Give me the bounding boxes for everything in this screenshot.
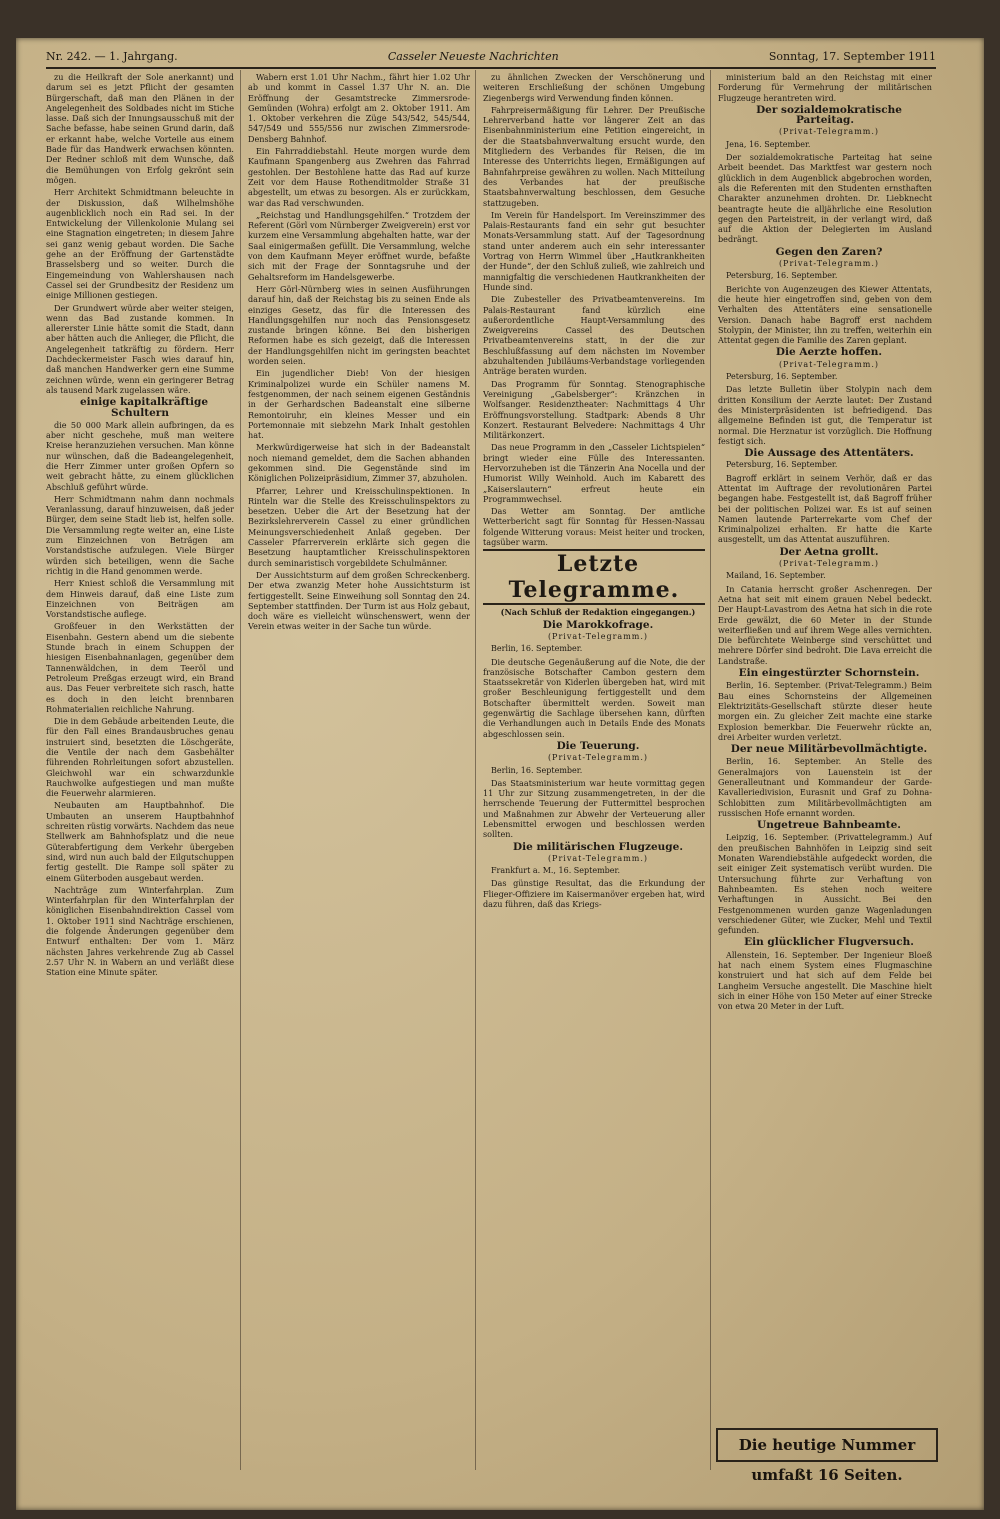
telegram-text: Die deutsche Gegenäußerung auf die Note, die der französische Botschafter Cambon gestern dem Staatssekretär von Kiderlen übergeben hat, wird mit großer Beschleunigung fertiggestellt und dem Botschafter übermittelt werden. Soweit man gegenwärtig die Sachlage übersehen kann, dürften die Verhandlungen auch in Details Ende des Monats abgeschlossen sein.: [483, 656, 705, 739]
article-paragraph: Das Wetter am Sonntag. Der amtliche Wetterbericht sagt für Sonntag für Hessen-Nassau folgende Witterung voraus: Meist heiter und trocken, tagsüber warm.: [483, 506, 705, 548]
article-paragraph: Das Programm für Sonntag. Stenographische Vereinigung „Gabelsberger“: Kränzchen in Wolfsanger. Residenztheater: Nachmittags 4 Uhr Eröffnungsvorstellung. Stadtpark: Abends 8 Uhr Konzert. Restaurant Belvedere: Nachmittags 4 Uhr Militärkonzert.: [483, 378, 705, 441]
article-paragraph: Pfarrer, Lehrer und Kreisschulinspektionen. In Rinteln war die Stelle des Kreisschulinspektors zu besetzen. Ueber die Art der Besetzung hat der Bezirkslehrerverein Cassel zu einer gründlichen Meinungsverschiedenheit Anlaß gegeben. Der Casseler Pfarrerverein erklärte sich gegen die Besetzung hauptamtlicher Kreisschulinspektoren durch seminaristisch vorgebildete Schulmänner.: [248, 485, 470, 568]
telegram-dateline: Frankfurt a. M., 16. September.: [491, 866, 620, 876]
telegram-text: Das letzte Bulletin über Stolypin nach dem dritten Konsilium der Aerzte lautet: Der Zustand des Ministerpräsidenten ist befriedigend. Das allgemeine Befinden ist gut, die Temperatur ist normal. Die Herznatur ist vorzüglich. Die Hoffnung festigt sich.: [718, 384, 932, 446]
telegram-dateline: Jena, 16. September.: [726, 139, 811, 149]
article-paragraph: Die in dem Gebäude arbeitenden Leute, die für den Fall eines Brandausbruches genau instruiert sind, besetzten die Löschgeräte, die Ventile der nach dem Gasbehälter führenden Rohrleitungen sofort abzustellen. Gleichwohl war ein schwarzdunkle Rauchwolke aufgestiegen und man mußte die Feuerwehr alarmieren.: [46, 716, 234, 799]
telegram-heading: Ungetreue Bahnbeamte.: [757, 819, 901, 832]
telegram-text: Allenstein, 16. September. Der Ingenieur Bloeß hat nach einem System eines Flugmaschine konstruiert und hat sich auf dem Felde bei Langheim Versuche angestellt. Die Maschine hielt sich in einer Höhe von 150 Meter auf einer Strecke von etwa 20 Meter in der Luft.: [718, 949, 932, 1012]
telegram-dateline: Petersburg, 16. September.: [726, 460, 838, 470]
column-rule: [710, 70, 711, 1470]
telegram-heading: Die Aussage des Attentäters.: [744, 447, 914, 460]
telegram-source: (Privat-Telegramm.): [778, 259, 880, 269]
article-paragraph: „Reichstag und Handlungsgehilfen.“ Trotzdem der Referent (Görl vom Nürnberger Zweigverein) erst vor kurzem eine Versammlung abgehalten hatte, war der Saal einigermaßen gefüllt. Die Versammlung, welche von dem Kaufmann Meyer eröffnet wurde, befaßte sich mit der Frage der Sonntagsruhe und der Gehaltsreform im Handelsgewerbe.: [248, 209, 470, 282]
telegram-source: (Privat-Telegramm.): [547, 753, 649, 763]
article-paragraph: Herr Architekt Schmidtmann beleuchte in der Diskussion, daß Wilhelmshöhe augenblicklich noch ein Rad sei. In der Entwickelung der Villenkolonie Mulang sei eine Stagnation eingetreten; in diesem Jahre sei ganz wenig gebaut worden. Die Sache gehe an der Eröffnung der Gartenstädte Brasselsberg und so weiter. Durch die Eingemeindung von Wahlershausen nach Cassel sei der Grundbesitz der Residenz um einige Millionen gestiegen.: [46, 187, 234, 301]
article-paragraph: Im Verein für Handelsport. Im Vereinszimmer des Palais-Restaurants fand ein sehr gut besuchter Monats-Versammlung statt. Auf der Tagesordnung stand unter anderem auch ein sehr interessanter Vortrag von Herrn Wimmel über „Hautkrankheiten der Hunde“, der den Schluß zuließ, wie zahlreich und mannigfaltig die verschiedenen Hautkrankheiten der Hunde sind.: [483, 209, 705, 292]
column-1: [46, 72, 234, 1472]
telegram-heading: Der Aetna grollt.: [779, 545, 879, 558]
article-paragraph: Nachträge zum Winterfahrplan. Zum Winterfahrplan für den Winterfahrplan der königlichen Eisenbahndirektion Cassel vom 1. Oktober 1911 sind Nachträge erschienen, die folgende Änderungen gegenüber dem Entwurf enthalten: Der vom 1. März nächsten Jahres verkehrende Zug ab Cassel 2.57 Uhr N. in Wabern an und verläßt diese Station eine Minute später.: [46, 884, 234, 978]
telegram-dateline: Petersburg, 16. September.: [726, 271, 838, 281]
telegram-heading: Der sozialdemokratische Parteitag.: [756, 103, 902, 127]
column-4: [718, 72, 932, 1422]
article-paragraph: Ein Fahrraddiebstahl. Heute morgen wurde dem Kaufmann Spangenberg aus Zwehren das Fahrrad gestohlen. Der Bestohlene hatte das Rad auf kurze Zeit vor dem Hause Rothenditmolder Straße 31 abgestellt, um etwas zu besorgen. Als er zurückkam, war das Rad verschwunden.: [248, 146, 470, 208]
article-paragraph: Herr Schmidtmann nahm dann nochmals Veranlassung, darauf hinzuweisen, daß jeder Bürger, dem seine Stadt lieb ist, helfen solle. Die Versammlung regte weiter an, eine Liste zum Einzeichnen von Beträgen am Vorstandstische aufzulegen. Viele Bürger würden sich beteiligen, wenn die Sache richtig in die Hand genommen werde.: [46, 493, 234, 576]
telegram-text: Leipzig, 16. September. (Privattelegramm.) Auf den preußischen Bahnhöfen in Leipzig sind seit Monaten Warendiebstähle aufgedeckt worden, die seit einiger Zeit systematisch verübt wurden. Die Untersuchung führte zur Verhaftung von Bahnbeamten. Es stehen noch weitere Verhaftungen in Aussicht. Bei den Festgenommenen wurden ganze Wagenladungen verschiedener Güter, wie Zucker, Mehl und Textil gefunden.: [718, 832, 932, 936]
telegram-heading: Ein eingestürzter Schornstein.: [738, 667, 920, 680]
column-2: [248, 72, 470, 1472]
article-paragraph: die 50 000 Mark allein aufbringen, da es aber nicht geschehe, muß man weitere Kreise heranzuziehen versuchen. Man könne nur wünschen, daß die Badeangelegenheit, die Herr Zimmer unter großen Opfern so weit gebracht hätte, zu einem glücklichen Abschluß geführt würde.: [46, 419, 234, 492]
article-paragraph: Herr Kniest schloß die Versammlung mit dem Hinweis darauf, daß eine Liste zum Einzeichnen von Beiträgen am Vorstandstische auflege.: [46, 578, 234, 620]
telegram-dateline: Mailand, 16. September.: [726, 571, 826, 581]
telegram-text: Das Staatsministerium war heute vormittag gegen 11 Uhr zur Sitzung zusammengetreten, in der die herrschende Teuerung der Futtermittel besprochen und Maßnahmen zur Abwehr der Verteuerung aller Lebensmittel erwogen und beschlossen werden sollten.: [483, 777, 705, 840]
telegram-text: Bagroff erklärt in seinem Verhör, daß er das Attentat im Auftrage der revolutionären Partei begangen habe. Festgestellt ist, daß Bagroff früher bei der politischen Polizei war. Es ist auf seinen Namen lautende Parterrekarte vom Chef der Kriminalpolizei erhalten. Er hatte die Karte ausgestellt, um das Attentat auszuführen.: [718, 472, 932, 545]
inline-heading: einige kapitalkräftige Schultern: [79, 396, 208, 419]
article-paragraph: Der Aussichtsturm auf dem großen Schreckenberg. Der etwa zwanzig Meter hohe Aussichtsturm ist fertiggestellt. Seine Einweihung soll Sonntag den 24. September stattfinden. Der Turm ist aus Holz gebaut, doch wäre es vielleicht wünschenswert, wenn der Verein etwas weiter in der Sache tun würde.: [248, 569, 470, 632]
article-paragraph: Herr Görl-Nürnberg wies in seinen Ausführungen darauf hin, daß der Reichstag bis zu seinen Ende als einziges Gesetz, das für die Interessen des Handlungsgehilfen nur noch das Pensionsgesetz zustande bringen könne. Bei den bisherigen Reformen habe es sich gezeigt, daß die Interessen der Handlungsgehilfen nicht im geringsten beachtet worden seien.: [248, 283, 470, 367]
article-paragraph: Merkwürdigerweise hat sich in der Badeanstalt noch niemand gemeldet, dem die Sachen abhanden gekommen sind. Die Gegenstände sind im Königlichen Polizeipräsidium, Zimmer 37, abzuholen.: [248, 442, 470, 484]
telegram-heading: Gegen den Zaren?: [775, 245, 883, 258]
issue-number: Nr. 242. — 1. Jahrgang.: [46, 49, 178, 63]
article-paragraph: Das neue Programm in den „Casseler Lichtspielen“ bringt wieder eine Fülle des Interessanten. Hervorzuheben ist die Tänzerin Ana Nocella und der Humorist Willy Weinhold. Auch im Kabarett des „Kaiserslautern“ erfreut heute ein Programmwechsel.: [483, 442, 705, 504]
telegram-text: In Catania herrscht großer Aschenregen. Der Aetna hat seit mit einem grauen Nebel bedeckt. Der Haupt-Lavastrom des Aetna hat sich in die rote Erde gewälzt, die 60 Meter in der Stunde weiterfließen und auf ihrem Wege alles vernichten. Die befürchtete Weinberge sind verschüttet und mehrere Dörfer sind bedroht. Die Lava erreicht die Landstraße.: [718, 583, 932, 666]
telegram-text: Das günstige Resultat, das die Erkundung der Flieger-Offiziere im Kaisermanöver ergeben hat, wird dazu führen, daß das Kriegs-: [483, 878, 705, 910]
telegram-dateline: Berlin, 16. September.: [491, 644, 583, 654]
telegram-text: Berlin, 16. September. (Privat-Telegramm.) Beim Bau eines Schornsteins der Allgemeinen Elektrizitäts-Gesellschaft stürzte dieser heute morgen ein. Zu gleicher Zeit machte eine starke Explosion bemerkbar. Die Feuerwehr rückte an, drei Arbeiter wurden verletzt.: [718, 680, 932, 742]
telegram-heading: Die Marokkofrage.: [542, 618, 654, 631]
newspaper-title: Casseler Neueste Nachrichten: [387, 49, 559, 63]
telegram-source: (Privat-Telegramm.): [547, 631, 649, 641]
column-3: [483, 72, 705, 1472]
telegram-dateline: Berlin, 16. September.: [491, 765, 583, 775]
telegram-heading: Die Aerzte hoffen.: [775, 346, 883, 359]
article-paragraph: Der Grundwert würde aber weiter steigen, wenn das Bad zustande kommen. In allererster Linie hätte somit die Stadt, dann aber hätten auch die Anlieger, die Pflicht, die Angelegenheit tatkräftig zu fördern. Herr Dachdeckermeister Fasch wies darauf hin, daß manchen Handwerker gern eine Summe zeichnen würde, wenn ein geringerer Betrag als tausend Mark zugelassen wäre.: [46, 302, 234, 395]
telegrams-banner: Letzte Telegramme.: [483, 549, 705, 605]
article-paragraph: Fahrpreisermäßigung für Lehrer. Der Preußische Lehrerverband hatte vor längerer Zeit an das Eisenbahnministerium eine Petition eingereicht, in der die Staatsbahnverwaltung ersucht wurde, den Mitgliedern des Verbandes für Reisen, die im Interesse des Unterrichts liegen, Ermäßigungen auf Bahnfahrpreise gewähren zu wollen. Nach Mitteilung des Verbandes hat der preußische Staatsbahnverwaltung beschlossen, dem Gesuche stattzugeben.: [483, 104, 705, 208]
telegram-heading: Die militärischen Flugzeuge.: [513, 840, 683, 853]
telegram-dateline: Petersburg, 16. September.: [726, 372, 838, 382]
issue-date: Sonntag, 17. September 1911: [768, 49, 936, 63]
article-paragraph: zu ähnlichen Zwecken der Verschönerung und weiteren Erschließung der schönen Umgebung Ziegenbergs wird Verwendung finden können.: [483, 72, 705, 103]
telegram-heading: Der neue Militärbevollmächtigte.: [730, 743, 928, 756]
column-rule: [475, 70, 476, 1470]
telegram-heading: Ein glücklicher Flugversuch.: [744, 936, 914, 949]
telegram-source: (Privat-Telegramm.): [778, 127, 880, 137]
telegram-text: Der sozialdemokratische Parteitag hat seine Arbeit beendet. Das Marktfest war gestern noch glücklich in dem Augenblick abgebrochen worden, als die Referenten mit den Studenten ernsthaften Charakter anzunehmen drohten. Dr. Liebknecht beantragte heute die alljährliche eine Resolution gegen den Parteistreit, in der verlangt wird, daß auf die Aktion der Delegierten im Ausland bedrängt.: [718, 152, 932, 245]
telegram-text: Berichte von Augenzeugen des Kiewer Attentats, die heute hier eingetroffen sind, geben von dem Verhalten des Attentäters eine sensationelle Version. Danach habe Bagroff erst nachdem Stolypin, der Minister, ihn zu treffen, weiterhin ein Attentat gegen die Familie des Zaren geplant.: [718, 283, 932, 346]
telegrams-banner-subtitle: (Nach Schluß der Redaktion eingegangen.): [500, 607, 696, 618]
telegram-source: (Privat-Telegramm.): [547, 853, 649, 863]
telegram-text: Berlin, 16. September. An Stelle des Generalmajors von Lauenstein ist der Generalleutnant und Kommandeur der Garde-Kavalleriedivision, Eurasnit und Graf zu Dohna-Schlobitten zum Militärbevollmächtigten am russischen Hofe ernannt worden.: [718, 756, 932, 818]
article-paragraph: zu die Heilkraft der Sole anerkannt) und darum sei es jetzt Pflicht der gesamten Bürgerschaft, daß man den Plänen in der Angelegenheit des Soldbades nicht im Stiche lasse. Daß sich der Innungsausschuß mit der Sache befasse, habe seinen Grund darin, daß er erkannt habe, welche Vorteile aus einem Bade für das Handwerk erwachsen könnten. Der Redner schloß mit dem Wunsche, daß die Bemühungen von Erfolg gekrönt sein mögen.: [46, 72, 234, 185]
page-count-banner: Die heutige Nummer umfaßt 16 Seiten.: [716, 1428, 938, 1462]
article-paragraph: Die Zubesteller des Privatbeamtenvereins. Im Palais-Restaurant fand kürzlich eine außerordentliche Haupt-Versammlung des Zweigvereins Cassel des Deutschen Privatbeamtenvereins statt, in der die zur Beschlußfassung auf dem nächsten im November abzuhaltenden Jubiläums-Verbandstage vorliegenden Anträge beraten wurden.: [483, 294, 705, 377]
telegram-heading: Die Teuerung.: [556, 739, 640, 752]
article-paragraph: ministerium bald an den Reichstag mit einer Forderung für Vermehrung der militärischen Flugzeuge herantreten wird.: [718, 72, 932, 103]
article-paragraph: Großfeuer in den Werkstätten der Eisenbahn. Gestern abend um die siebente Stunde brach in einem Schuppen der hiesigen Eisenbahnanlagen, gegenüber dem Tannenwäldchen, in dem Teeröl und Petroleum Preßgas erzeugt wird, ein Brand aus. Das Feuer verbreitete sich rasch, hatte es doch in den leicht brennbaren Rohmaterialien reichliche Nahrung.: [46, 621, 234, 714]
telegram-source: (Privat-Telegramm.): [778, 559, 880, 569]
masthead: [46, 48, 936, 69]
column-rule: [240, 70, 241, 1470]
telegram-source: (Privat-Telegramm.): [778, 359, 880, 369]
article-paragraph: Ein jugendlicher Dieb! Von der hiesigen Kriminalpolizei wurde ein Schüler namens M. festgenommen, der nach seinem eigenen Geständnis in der Gerhardschen Badeanstalt eine silberne Remontoiruhr, ein kleines Messer und ein Portemonnaie mit siebzehn Mark Inhalt gestohlen hat.: [248, 368, 470, 441]
article-paragraph: Wabern erst 1.01 Uhr Nachm., fährt hier 1.02 Uhr ab und kommt in Cassel 1.37 Uhr N. an. Die Eröffnung der Gesamtstrecke Zimmersrode-Gemünden (Wohra) erfolgt am 2. Oktober 1911. Am 1. Oktober verkehren die Züge 543/542, 545/544, 547/549 und 555/556 nur zwischen Zimmersrode-Densberg Bahnhof.: [248, 72, 470, 144]
article-paragraph: Neubauten am Hauptbahnhof. Die Umbauten an unserem Hauptbahnhof schreiten rüstig vorwärts. Nachdem das neue Stellwerk am Bahnhofsplatz und die neue Güterabfertigung dem Verkehr übergeben sind, wird nun auch bald der Eilgutschuppen fertig gestellt. Die Rampe soll später zu einem Güterboden ausgebaut werden.: [46, 800, 234, 883]
